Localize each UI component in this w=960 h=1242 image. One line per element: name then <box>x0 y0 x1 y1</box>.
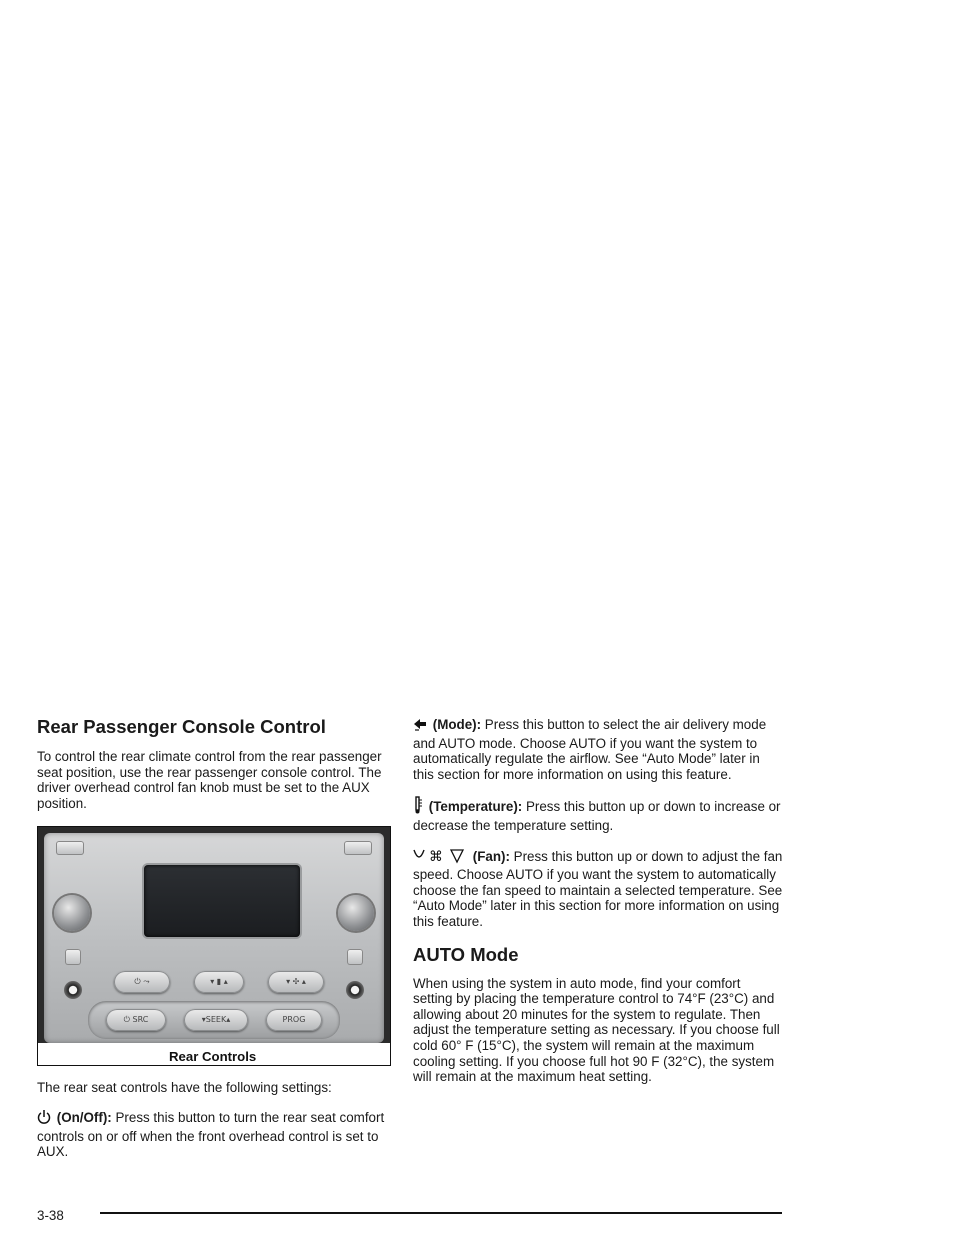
seek-label: SEEK <box>205 1015 227 1025</box>
src-label: SRC <box>132 1015 149 1025</box>
intro-paragraph: To control the rear climate control from the rear passenger seat position, use the rear passenger console control. The driver overhead control fan knob must be set to the AUX position. <box>37 749 382 812</box>
mode-paragraph <box>413 716 783 782</box>
temp-up-right-button <box>344 841 372 855</box>
mode-icon <box>413 716 427 736</box>
power-mode-button: ⏻ ⤳ <box>114 971 170 993</box>
onoff-paragraph <box>37 1109 389 1160</box>
footer-rule <box>100 1212 782 1214</box>
onoff-term: (On/Off): <box>56 1110 112 1126</box>
prog-label: PROG <box>282 1015 306 1025</box>
fan-term: (Fan): <box>472 848 510 864</box>
mode-text: Press this button to select the air delivery mode and AUTO mode. Choose AUTO if you want the system to automatically regulate the airflow. See “Auto Mode” later in this section for more information on using this feature. <box>413 717 767 782</box>
fan-paragraph <box>413 848 783 930</box>
right-jack <box>346 981 364 999</box>
settings-intro: The rear seat controls have the following settings: <box>37 1079 332 1095</box>
power-icon <box>37 1109 51 1129</box>
temp-text: Press this button up or down to increase or decrease the temperature setting. <box>413 799 781 833</box>
rear-controls-figure <box>37 826 391 1066</box>
temp-up-left-button <box>56 841 84 855</box>
left-knob <box>54 895 90 931</box>
fan-icon <box>413 848 467 868</box>
right-column <box>413 716 783 1099</box>
temp-paragraph <box>413 796 783 833</box>
control-panel-image <box>44 833 384 1043</box>
left-jack <box>64 981 82 999</box>
section-heading-rear-console: Rear Passenger Console Control <box>37 716 326 737</box>
left-column <box>37 716 389 1174</box>
right-knob <box>338 895 374 931</box>
mode-term: (Mode): <box>432 717 482 732</box>
recirc-right-button <box>347 949 363 965</box>
temp-rocker-button: ▾ ▮ ▴ <box>194 971 244 993</box>
thermometer-icon <box>413 796 423 818</box>
prog-button <box>266 1009 322 1031</box>
onoff-text: Press this button to turn the rear seat comfort controls on or off when the front overhead control is set to AUX. <box>37 1110 385 1160</box>
page-number: 3-38 <box>37 1208 64 1223</box>
seek-button: ▾ SEEK ▴ <box>184 1009 248 1031</box>
fan-text: Press this button up or down to adjust the fan speed. Choose AUTO if you want the system to automatically choose the fan speed to maintain a selected temperature. See “Auto Mode” later in this section for more information on using this feature. <box>413 848 783 929</box>
figure-caption: Rear Controls <box>169 1048 257 1064</box>
src-button: ⏻ SRC <box>106 1009 166 1031</box>
auto-mode-heading: AUTO Mode <box>413 943 519 965</box>
fan-rocker-button: ▾ ✣ ▴ <box>268 971 324 993</box>
svg-text:⌘: ⌘ <box>429 848 443 864</box>
recirc-left-button <box>65 949 81 965</box>
auto-mode-paragraph: When using the system in auto mode, find your comfort setting by placing the temperature control to 74°F (23°C) and allowing about 20 minutes for the system to regulate. Then adjust the temperature setting as necessary. If you choose full cold 60° F (15°C), the system will remain at the maximum cooling setting. If you choose full hot 90 F (32°C), the system will remain at the maximum heat setting. <box>413 975 780 1085</box>
display-screen <box>144 865 300 937</box>
temp-term: (Temperature): <box>428 799 523 815</box>
